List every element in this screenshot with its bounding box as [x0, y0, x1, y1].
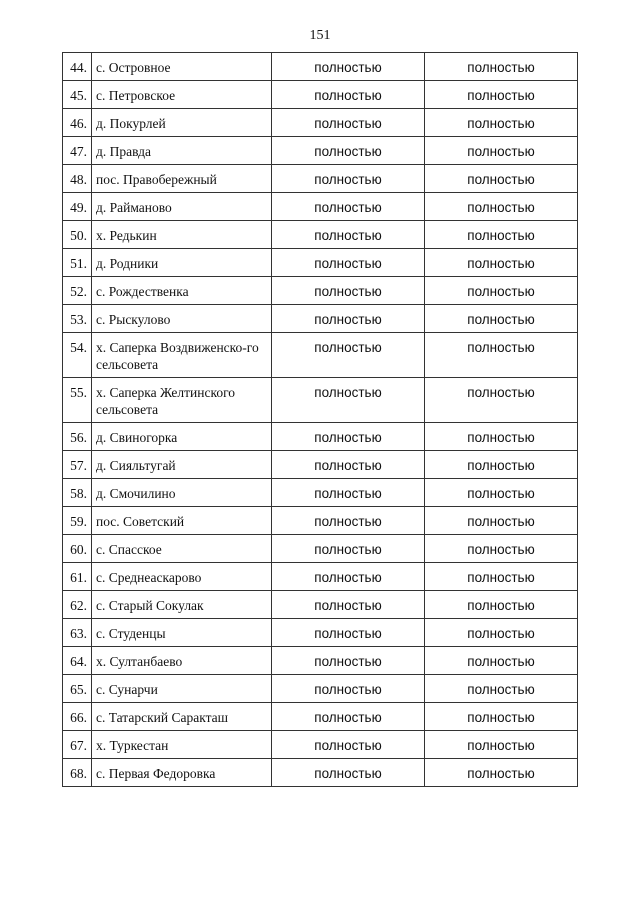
settlement-name-cell: х. Саперка Желтинского сельсовета	[92, 378, 272, 423]
status-cell: полностью	[425, 81, 578, 109]
settlement-name-cell: с. Среднеаскарово	[92, 563, 272, 591]
settlement-name-cell: с. Сунарчи	[92, 675, 272, 703]
settlement-name-cell: д. Покурлей	[92, 109, 272, 137]
status-cell: полностью	[272, 109, 425, 137]
status-cell: полностью	[272, 53, 425, 81]
status-cell: полностью	[425, 675, 578, 703]
row-number-cell: 62.	[63, 591, 92, 619]
row-number-cell: 45.	[63, 81, 92, 109]
settlement-name-cell: с. Петровское	[92, 81, 272, 109]
row-number-cell: 56.	[63, 423, 92, 451]
status-cell: полностью	[272, 81, 425, 109]
row-number-cell: 54.	[63, 333, 92, 378]
status-cell: полностью	[425, 535, 578, 563]
row-number-cell: 64.	[63, 647, 92, 675]
status-cell: полностью	[425, 759, 578, 787]
table-row	[63, 193, 578, 221]
row-number-cell: 67.	[63, 731, 92, 759]
settlement-name-cell: с. Рыскулово	[92, 305, 272, 333]
table-row	[63, 591, 578, 619]
status-cell: полностью	[425, 591, 578, 619]
row-number-cell: 47.	[63, 137, 92, 165]
status-cell: полностью	[272, 333, 425, 378]
status-cell: полностью	[425, 731, 578, 759]
status-cell: полностью	[272, 563, 425, 591]
settlement-name-cell: д. Смочилино	[92, 479, 272, 507]
settlement-name-cell: с. Рождественка	[92, 277, 272, 305]
status-cell: полностью	[272, 137, 425, 165]
status-cell: полностью	[272, 703, 425, 731]
row-number-cell: 46.	[63, 109, 92, 137]
settlement-name-cell: пос. Советский	[92, 507, 272, 535]
table-row	[63, 305, 578, 333]
table-row	[63, 221, 578, 249]
status-cell: полностью	[272, 535, 425, 563]
status-cell: полностью	[272, 193, 425, 221]
settlement-name-cell: с. Островное	[92, 53, 272, 81]
table-row	[63, 647, 578, 675]
row-number-cell: 50.	[63, 221, 92, 249]
settlement-name-cell: д. Свиногорка	[92, 423, 272, 451]
row-number-cell: 51.	[63, 249, 92, 277]
row-number-cell: 57.	[63, 451, 92, 479]
status-cell: полностью	[272, 479, 425, 507]
table-row	[63, 507, 578, 535]
status-cell: полностью	[425, 619, 578, 647]
status-cell: полностью	[425, 249, 578, 277]
row-number-cell: 63.	[63, 619, 92, 647]
table-row	[63, 731, 578, 759]
table-row	[63, 53, 578, 81]
table-row	[63, 423, 578, 451]
status-cell: полностью	[425, 53, 578, 81]
table-row	[63, 619, 578, 647]
row-number-cell: 59.	[63, 507, 92, 535]
settlement-name-cell: д. Родники	[92, 249, 272, 277]
settlement-name-cell: д. Райманово	[92, 193, 272, 221]
settlement-name-cell: с. Спасское	[92, 535, 272, 563]
row-number-cell: 55.	[63, 378, 92, 423]
table-row	[63, 249, 578, 277]
table-row	[63, 137, 578, 165]
status-cell: полностью	[425, 507, 578, 535]
status-cell: полностью	[425, 193, 578, 221]
settlement-name-cell: д. Сияльтугай	[92, 451, 272, 479]
table-row	[63, 563, 578, 591]
settlement-name-cell: х. Туркестан	[92, 731, 272, 759]
status-cell: полностью	[272, 221, 425, 249]
status-cell: полностью	[272, 619, 425, 647]
table-row	[63, 479, 578, 507]
status-cell: полностью	[425, 109, 578, 137]
settlement-name-cell: х. Редькин	[92, 221, 272, 249]
row-number-cell: 52.	[63, 277, 92, 305]
status-cell: полностью	[272, 249, 425, 277]
row-number-cell: 61.	[63, 563, 92, 591]
settlement-name-cell: с. Татарский Саракташ	[92, 703, 272, 731]
settlement-name-cell: с. Старый Сокулак	[92, 591, 272, 619]
row-number-cell: 60.	[63, 535, 92, 563]
status-cell: полностью	[425, 647, 578, 675]
table-row	[63, 759, 578, 787]
status-cell: полностью	[272, 507, 425, 535]
status-cell: полностью	[425, 378, 578, 423]
status-cell: полностью	[425, 703, 578, 731]
table-row	[63, 451, 578, 479]
status-cell: полностью	[272, 378, 425, 423]
status-cell: полностью	[425, 563, 578, 591]
table-body	[63, 53, 578, 787]
status-cell: полностью	[272, 305, 425, 333]
table-row	[63, 81, 578, 109]
settlement-name-cell: д. Правда	[92, 137, 272, 165]
status-cell: полностью	[425, 221, 578, 249]
settlement-name-cell: х. Султанбаево	[92, 647, 272, 675]
table-row	[63, 378, 578, 423]
table-row	[63, 333, 578, 378]
table-row	[63, 277, 578, 305]
status-cell: полностью	[272, 165, 425, 193]
row-number-cell: 49.	[63, 193, 92, 221]
status-cell: полностью	[425, 479, 578, 507]
row-number-cell: 44.	[63, 53, 92, 81]
row-number-cell: 53.	[63, 305, 92, 333]
status-cell: полностью	[272, 759, 425, 787]
status-cell: полностью	[272, 277, 425, 305]
table-row	[63, 703, 578, 731]
status-cell: полностью	[425, 165, 578, 193]
settlement-name-cell: пос. Правобережный	[92, 165, 272, 193]
settlements-table	[62, 52, 578, 787]
page-number: 151	[309, 28, 331, 43]
row-number-cell: 65.	[63, 675, 92, 703]
row-number-cell: 66.	[63, 703, 92, 731]
status-cell: полностью	[425, 423, 578, 451]
status-cell: полностью	[272, 731, 425, 759]
row-number-cell: 68.	[63, 759, 92, 787]
row-number-cell: 48.	[63, 165, 92, 193]
status-cell: полностью	[272, 451, 425, 479]
status-cell: полностью	[425, 277, 578, 305]
status-cell: полностью	[425, 333, 578, 378]
table-row	[63, 675, 578, 703]
status-cell: полностью	[425, 305, 578, 333]
settlement-name-cell: х. Саперка Воздвиженско-го сельсовета	[92, 333, 272, 378]
table-row	[63, 165, 578, 193]
settlement-name-cell: с. Первая Федоровка	[92, 759, 272, 787]
status-cell: полностью	[272, 647, 425, 675]
table-row	[63, 109, 578, 137]
settlement-name-cell: с. Студенцы	[92, 619, 272, 647]
status-cell: полностью	[425, 137, 578, 165]
row-number-cell: 58.	[63, 479, 92, 507]
status-cell: полностью	[272, 423, 425, 451]
status-cell: полностью	[425, 451, 578, 479]
status-cell: полностью	[272, 675, 425, 703]
status-cell: полностью	[272, 591, 425, 619]
table-row	[63, 535, 578, 563]
